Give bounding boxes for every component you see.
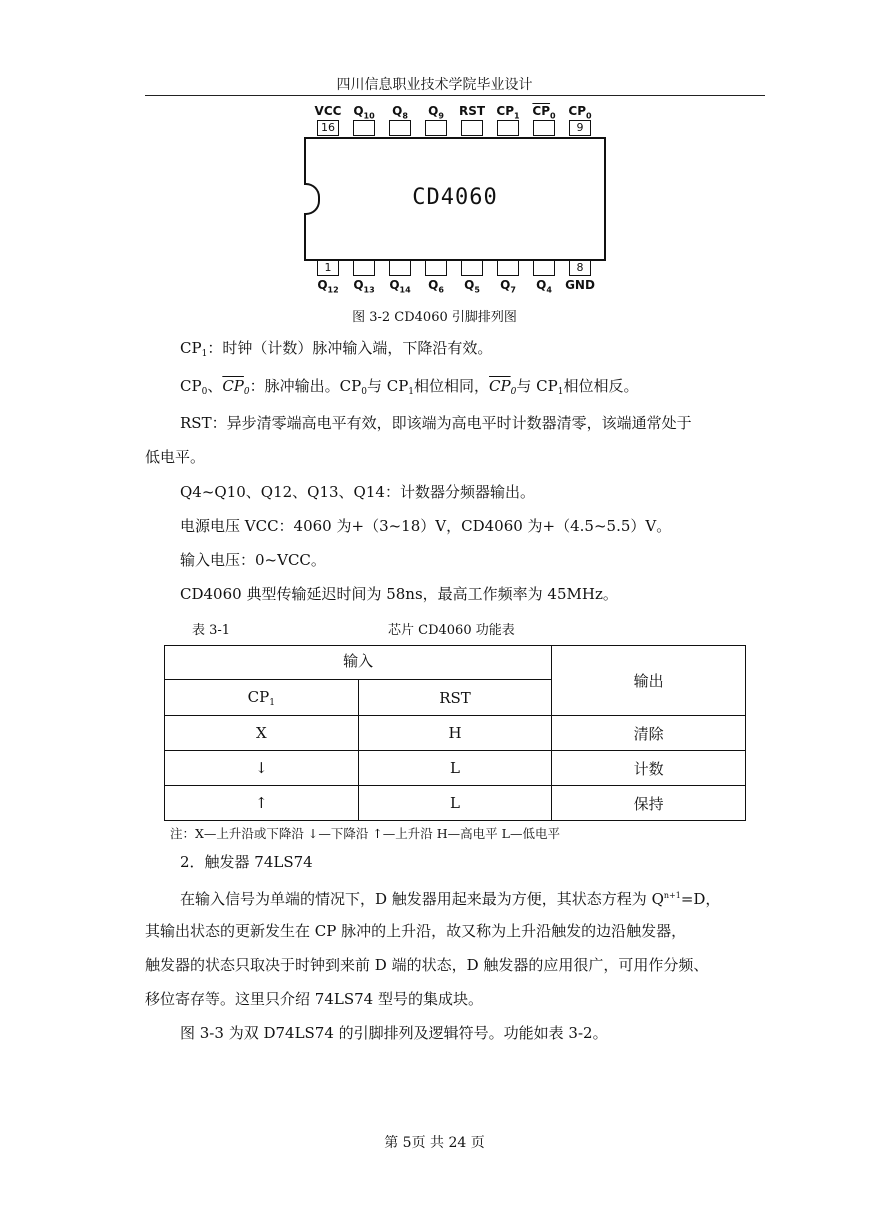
table-cell-cp: X (165, 716, 359, 751)
bottom-pin-label: GND (565, 278, 595, 292)
desc-vin: 输入电压：0~VCC。 (180, 551, 326, 569)
section-heading: 2．触发器 74LS74 (180, 853, 313, 871)
bottom-pin-label: $Q_5$ (464, 278, 480, 295)
cd4060-pinout-diagram (300, 104, 610, 294)
bottom-pin-box: 1 (317, 260, 339, 276)
table-header-input: 输入 (165, 646, 552, 680)
bottom-pin-box (461, 260, 483, 276)
section-p1-line4: 移位寄存等。这里只介绍 74LS74 型号的集成块。 (145, 990, 483, 1008)
top-pin-label: $Q_8$ (392, 104, 408, 121)
desc-delay: CD4060 典型传输延迟时间为 58ns，最高工作频率为 45MHz。 (180, 585, 618, 603)
table-note: 注：X—上升沿或下降沿 ↓—下降沿 ↑—上升沿 H—高电平 L—低电平 (170, 826, 560, 841)
bottom-pin-label: $Q_{14}$ (389, 278, 411, 295)
bottom-pin-box: 8 (569, 260, 591, 276)
bottom-pin-label: $Q_{13}$ (353, 278, 375, 295)
table-col-cp: $CP_1$ (165, 680, 359, 716)
table-cell-rst: L (358, 751, 552, 786)
top-pin-box (425, 120, 447, 136)
table-cell-cp: ↑ (165, 786, 359, 821)
page-footer: 第 5页 共 24 页 (384, 1135, 485, 1151)
bottom-pin-label: $Q_7$ (500, 278, 516, 295)
top-pin-label: $CP_1$ (496, 104, 520, 121)
desc-cp0: $CP_0$、$\overline{CP}_0$：脉冲输出。$CP_0$与 $CP_1$相位相同，$\overline{CP}_0$与 $CP_1$相位相反。 (180, 377, 639, 397)
top-pin-label: $CP_0$ (568, 104, 592, 121)
table-cell-out: 保持 (552, 786, 746, 821)
desc-cp1: $CP_1$：时钟（计数）脉冲输入端，下降沿有效。 (180, 339, 493, 359)
top-pin-box (497, 120, 519, 136)
table-cell-rst: H (358, 716, 552, 751)
table-col-rst: RST (358, 680, 552, 716)
chip-name: CD4060 (412, 185, 498, 210)
desc-rst-line2: 低电平。 (145, 448, 206, 466)
top-pin-box (353, 120, 375, 136)
table-title: 芯片 CD4060 功能表 (388, 623, 515, 638)
page-header-title: 四川信息职业技术学院毕业设计 (336, 77, 533, 93)
top-pin-box: 9 (569, 120, 591, 136)
section-p1-line1: 在输入信号为单端的情况下，D 触发器用起来最为方便，其状态方程为 $Q^{n+1}=D$， (180, 890, 721, 908)
header-rule (145, 95, 765, 96)
top-pin-box (533, 120, 555, 136)
table-header-output: 输出 (552, 646, 746, 716)
top-pin-box: 16 (317, 120, 339, 136)
table-cell-rst: L (358, 786, 552, 821)
figure-caption: 图 3-2 CD4060 引脚排列图 (352, 310, 517, 325)
table-row (165, 716, 746, 751)
table-row (165, 751, 746, 786)
table-label: 表 3-1 (192, 623, 231, 638)
bottom-pin-box (497, 260, 519, 276)
bottom-pin-box (533, 260, 555, 276)
bottom-pin-box (389, 260, 411, 276)
desc-vcc: 电源电压 VCC：4060 为+（3~18）V，CD4060 为+（4.5~5.5）V。 (180, 517, 672, 535)
top-pin-box (389, 120, 411, 136)
top-pin-label: $\overline{CP}_0$ (532, 104, 556, 121)
section-p2: 图 3-3 为双 D74LS74 的引脚排列及逻辑符号。功能如表 3-2。 (180, 1024, 608, 1042)
section-p1-line3: 触发器的状态只取决于时钟到来前 D 端的状态，D 触发器的应用很广，可用作分频、 (145, 956, 709, 974)
desc-rst-line1: RST：异步清零端高电平有效，即该端为高电平时计数器清零，该端通常处于 (180, 414, 692, 432)
top-pin-label: $Q_9$ (428, 104, 444, 121)
bottom-pin-label: $Q_4$ (536, 278, 552, 295)
bottom-pin-label: $Q_6$ (428, 278, 444, 295)
top-pin-label: $Q_{10}$ (353, 104, 375, 121)
function-table (164, 645, 746, 821)
section-p1-line2: 其输出状态的更新发生在 CP 脉冲的上升沿，故又称为上升沿触发的边沿触发器， (145, 922, 687, 940)
top-pin-label: RST (458, 104, 486, 118)
table-row (165, 786, 746, 821)
table-cell-out: 清除 (552, 716, 746, 751)
bottom-pin-box (353, 260, 375, 276)
bottom-pin-box (425, 260, 447, 276)
table-cell-cp: ↓ (165, 751, 359, 786)
desc-q-outputs: Q4~Q10、Q12、Q13、Q14：计数器分频器输出。 (180, 483, 535, 501)
chip-body (304, 137, 606, 261)
top-pin-box (461, 120, 483, 136)
table-cell-out: 计数 (552, 751, 746, 786)
top-pin-label: VCC (314, 104, 342, 118)
bottom-pin-label: $Q_{12}$ (317, 278, 339, 295)
